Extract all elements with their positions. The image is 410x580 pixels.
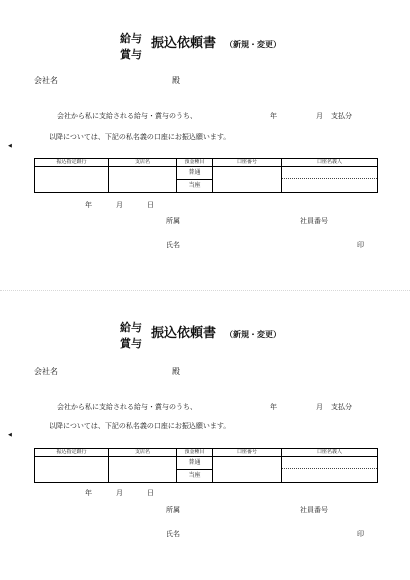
date-day-label: 日	[147, 201, 154, 209]
account-type-cell[interactable]	[177, 167, 213, 193]
company-name-label: 会社名	[34, 367, 58, 376]
title-kind-bonus: 賞与	[120, 48, 142, 61]
form-title-note: （新規・変更）	[225, 40, 281, 49]
form-title-note: （新規・変更）	[225, 330, 281, 339]
company-honorific: 殿	[172, 367, 180, 376]
header-bank: 振込指定銀行	[35, 449, 109, 457]
request-text-line1: 会社から私に支給される給与・賞与のうち、	[57, 112, 197, 120]
header-account-number: 口座番号	[213, 449, 282, 457]
account-type-ordinary[interactable]: 普通	[188, 169, 201, 176]
company-name-label: 会社名	[34, 76, 58, 85]
header-account-holder: 口座名義人	[282, 159, 378, 167]
pay-month-label: 月	[316, 112, 323, 120]
applicant-name-label: 氏名	[166, 241, 180, 249]
date-month-label: 月	[116, 489, 123, 497]
account-type-cell[interactable]	[177, 457, 213, 483]
account-holder-cell[interactable]	[282, 457, 378, 483]
branch-cell[interactable]	[109, 167, 177, 193]
pay-year-label: 年	[270, 403, 277, 411]
account-holder-cell[interactable]	[282, 167, 378, 193]
table-header-row	[35, 159, 378, 167]
company-honorific: 殿	[172, 76, 180, 85]
employee-number-label: 社員番号	[300, 506, 328, 514]
holder-kana-line	[282, 167, 377, 179]
bank-cell[interactable]	[35, 457, 109, 483]
table-header-row	[35, 449, 378, 457]
request-text-line2: 以降については、下記の私名義の口座にお振込願います。	[49, 422, 231, 430]
bank-cell[interactable]	[35, 167, 109, 193]
header-account-holder: 口座名義人	[282, 449, 378, 457]
form-title: 振込依頼書	[151, 36, 217, 51]
applicant-name-label: 氏名	[166, 530, 180, 538]
title-kind-bonus: 賞与	[120, 337, 142, 350]
account-number-cell[interactable]	[213, 457, 282, 483]
margin-mark: ◀	[8, 432, 12, 438]
seal-mark: 印	[357, 241, 364, 249]
holder-kana-line	[282, 457, 377, 469]
account-type-ordinary[interactable]: 普通	[188, 459, 201, 466]
request-text-line2: 以降については、下記の私名義の口座にお振込願います。	[49, 133, 231, 141]
header-account-number: 口座番号	[213, 159, 282, 167]
title-kind-salary: 給与	[120, 32, 142, 45]
table-entry-row	[35, 167, 378, 193]
margin-mark: ◀	[8, 143, 12, 149]
transfer-request-form-2	[0, 290, 410, 580]
account-type-current[interactable]: 当座	[177, 179, 212, 192]
account-number-cell[interactable]	[213, 167, 282, 193]
affiliation-label: 所属	[166, 506, 180, 514]
bank-account-table	[34, 448, 378, 483]
date-year-label: 年	[85, 201, 92, 209]
bank-account-table	[34, 158, 378, 193]
header-account-type: 預金種目	[177, 449, 213, 457]
date-year-label: 年	[85, 489, 92, 497]
title-kind-salary: 給与	[120, 321, 142, 334]
account-type-current[interactable]: 当座	[177, 469, 212, 482]
pay-month-label: 月	[316, 403, 323, 411]
pay-year-label: 年	[270, 112, 277, 120]
header-branch: 支店名	[109, 449, 177, 457]
date-day-label: 日	[147, 489, 154, 497]
table-entry-row	[35, 457, 378, 483]
seal-mark: 印	[357, 530, 364, 538]
date-month-label: 月	[116, 201, 123, 209]
pay-period-suffix: 支払分	[331, 403, 352, 411]
affiliation-label: 所属	[166, 217, 180, 225]
header-branch: 支店名	[109, 159, 177, 167]
request-text-line1: 会社から私に支給される給与・賞与のうち、	[57, 403, 197, 411]
header-account-type: 預金種目	[177, 159, 213, 167]
header-bank: 振込指定銀行	[35, 159, 109, 167]
pay-period-suffix: 支払分	[331, 112, 352, 120]
branch-cell[interactable]	[109, 457, 177, 483]
form-title: 振込依頼書	[151, 326, 217, 341]
employee-number-label: 社員番号	[300, 217, 328, 225]
